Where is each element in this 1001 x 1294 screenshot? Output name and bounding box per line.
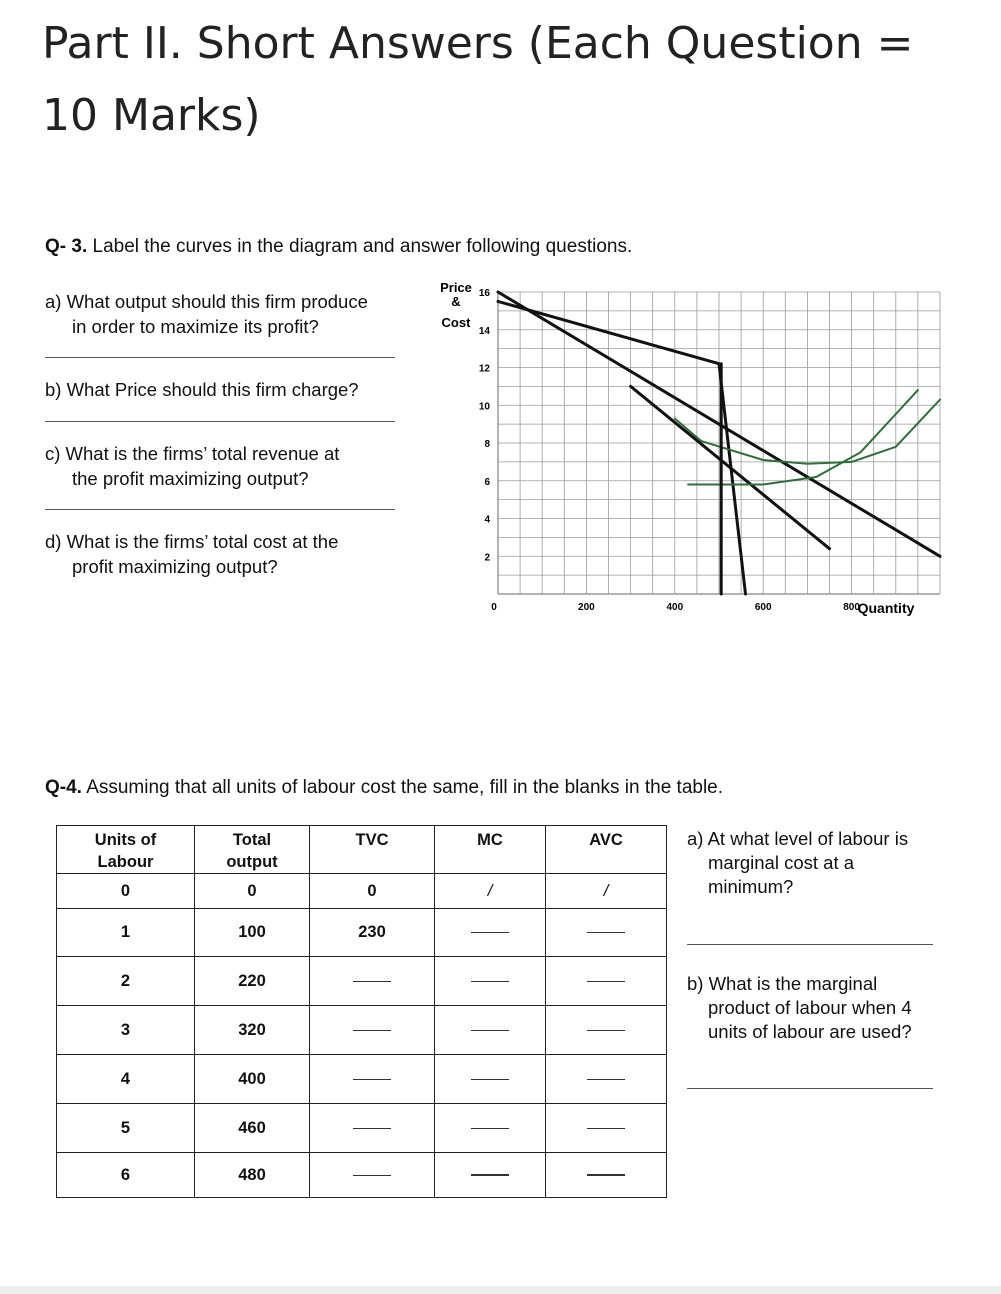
cell-labour: 5 [57,1104,195,1153]
y-axis-label-and: & [451,294,461,309]
cell-labour: 6 [57,1153,195,1198]
answer-line-c[interactable] [45,509,395,510]
cell-tvc-blank[interactable] [310,1006,435,1055]
q3-part-c-line2: the profit maximizing output? [72,468,309,489]
cell-output: 480 [195,1153,310,1198]
table-row [57,957,667,1006]
q3-part-b-line1: b) What Price should this firm charge? [45,379,359,400]
table-row [57,1006,667,1055]
bottom-divider [0,1286,1001,1294]
header-total-output: Total output [195,826,310,874]
cell-output: 100 [195,909,310,957]
y-tick-label: 8 [484,439,490,450]
cell-tvc-blank[interactable] [310,1153,435,1198]
table-row [57,1104,667,1153]
cell-output: 320 [195,1006,310,1055]
q3-text: Label the curves in the diagram and answer following questions. [92,236,633,257]
x-tick-label: 200 [578,602,595,613]
cell-labour: 1 [57,909,195,957]
cell-mc: / [435,874,546,909]
table-row [57,1055,667,1104]
cell-mc-blank[interactable] [435,1006,546,1055]
cost-revenue-chart [428,272,948,632]
y-axis-label-cost: Cost [441,315,471,330]
y-tick-label: 2 [484,552,490,564]
cell-tvc-blank[interactable] [310,1104,435,1153]
cell-output: 0 [195,874,310,909]
q4-number: Q-4. [45,777,82,798]
q4-prompt [45,777,723,799]
cell-avc-blank[interactable] [546,1153,667,1198]
q3-part-b [45,377,359,402]
cell-output: 460 [195,1104,310,1153]
y-tick-label: 6 [484,476,490,488]
q3-part-d-line1: d) What is the firms’ total cost at the [45,531,339,552]
cell-output: 220 [195,957,310,1006]
x-tick-label: 400 [666,602,684,613]
x-axis-label: Quantity [857,600,915,616]
cell-avc-blank[interactable] [546,1104,667,1153]
y-tick-label: 16 [478,288,490,299]
header-mc: MC [435,826,546,874]
q3-part-a-line2: in order to maximize its profit? [72,316,319,337]
q4-text: Assuming that all units of labour cost the same, fill in the blanks in the table. [86,777,724,798]
cell-tvc-blank[interactable] [310,957,435,1006]
header-avc: AVC [546,826,667,874]
table-row [57,909,667,957]
cell-labour: 2 [57,957,195,1006]
q4-side-question-a: a) At what level of labour is marginal cost at a minimum? [687,828,909,897]
cell-output: 400 [195,1055,310,1104]
cell-mc-blank[interactable] [435,909,546,957]
heading-line-2: 10 Marks) [42,90,261,141]
answer-line-q4b[interactable] [687,1088,933,1089]
cell-mc-blank[interactable] [435,1153,546,1198]
q3-part-c [45,441,339,491]
answer-line-a[interactable] [45,357,395,358]
y-tick-label: 12 [478,363,490,375]
q3-number: Q- 3. [45,236,88,257]
y-axis-label-price: Price [440,280,472,295]
x-tick-labels [491,602,860,613]
cell-mc-blank[interactable] [435,1104,546,1153]
y-tick-labels [479,288,491,563]
q4-side-question-b: b) What is the marginal product of labour when 4 units of labour are used? [687,973,912,1042]
cell-mc-blank[interactable] [435,957,546,1006]
cell-avc-blank[interactable] [546,909,667,957]
cell-tvc-blank[interactable] [310,1055,435,1104]
header-units-of-labour: Units of Labour [57,826,195,874]
q3-part-d-line2: profit maximizing output? [72,556,278,577]
answer-line-q4a[interactable] [687,944,933,945]
y-tick-label: 10 [478,401,490,413]
cell-avc-blank[interactable] [546,1055,667,1104]
header-tvc: TVC [310,826,435,874]
page-heading [42,8,942,152]
table-header-row [57,826,667,874]
cell-tvc: 0 [310,874,435,909]
x-tick-label: 800 [843,602,860,613]
x-tick-label: 0 [491,602,497,613]
cell-tvc: 230 [310,909,435,957]
cell-avc-blank[interactable] [546,1006,667,1055]
q3-part-d [45,529,338,579]
cell-labour: 3 [57,1006,195,1055]
q3-part-c-line1: c) What is the firms’ total revenue at [45,443,340,464]
table-row [57,874,667,909]
cell-avc: / [546,874,667,909]
x-tick-label: 600 [754,602,772,613]
cell-mc-blank[interactable] [435,1055,546,1104]
q3-part-a [45,289,368,339]
y-tick-label: 14 [478,325,490,337]
table-row [57,1153,667,1198]
cell-labour: 0 [57,874,195,909]
cell-avc-blank[interactable] [546,957,667,1006]
q3-prompt [45,236,632,258]
marginal-cost-curve [631,386,830,548]
answer-line-b[interactable] [45,421,395,422]
cell-labour: 4 [57,1055,195,1104]
chart-grid [498,292,940,594]
y-tick-label: 4 [484,514,490,526]
labour-cost-table [56,825,667,1198]
marginal-revenue-curve [498,301,746,594]
heading-line-1: Part II. Short Answers (Each Question = [42,18,914,69]
q3-part-a-line1: a) What output should this firm produce [45,291,368,312]
